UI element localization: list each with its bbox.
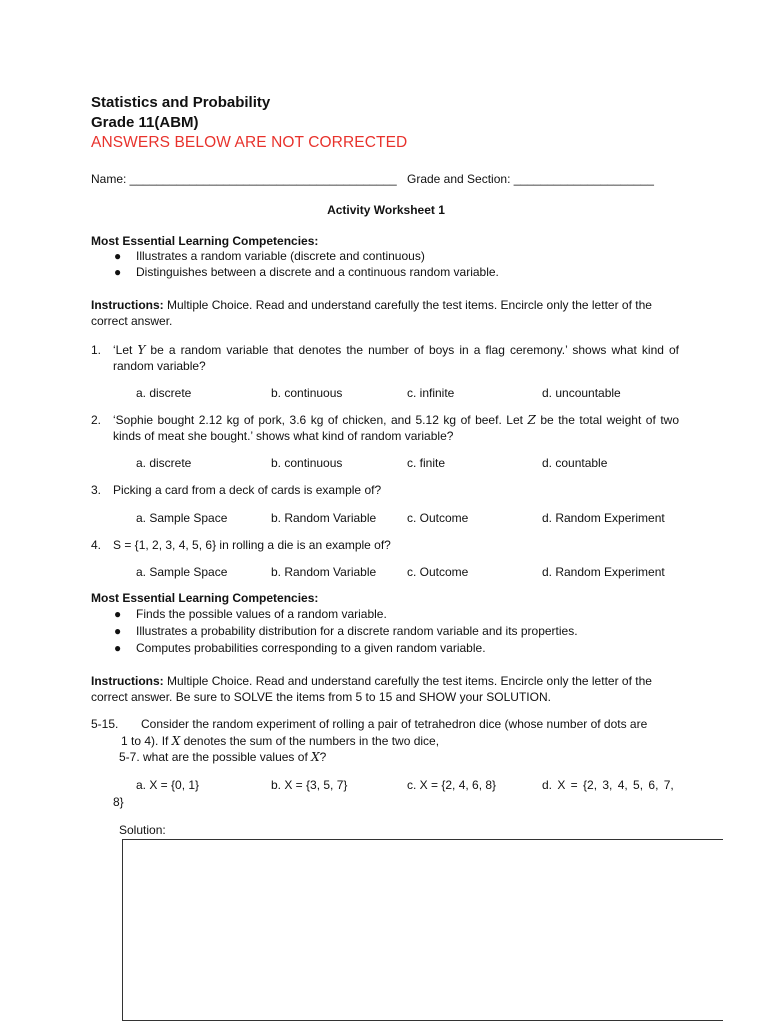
instructions-text: Multiple Choice. Read and understand carefully the test items. Encircle only the letter of the correct answer. [91, 298, 652, 328]
option-a[interactable]: a. Sample Space [136, 511, 228, 525]
not-corrected-notice: ANSWERS BELOW ARE NOT CORRECTED [91, 134, 408, 151]
option-a[interactable]: a. discrete [136, 386, 192, 400]
competencies-list-2 [91, 606, 681, 656]
option-c[interactable]: c. Outcome [407, 511, 469, 525]
question-text-line: Consider the random experiment of rolling a pair of tetrahedron dice (whose number of dots are [141, 717, 648, 731]
question-text-part: 1 to 4). If [121, 734, 172, 748]
option-b[interactable]: b. Random Variable [271, 565, 377, 579]
question-text-part: denotes the sum of the numbers in the two dice, [180, 734, 440, 748]
question-text-part: ‘Sophie bought 2.12 kg of pork, 3.6 kg of chicken, and 5.12 kg of beef. Let [113, 413, 528, 427]
bullet-icon: ● [114, 265, 122, 279]
option-c[interactable]: c. infinite [407, 386, 455, 400]
question-text-part: ‘Let [113, 343, 138, 357]
question-number: 1. [91, 343, 102, 357]
instructions-2 [91, 673, 681, 705]
question-text [113, 342, 679, 374]
option-b[interactable]: b. continuous [271, 456, 343, 470]
name-field-label: Name: ________________________________________ [91, 172, 397, 186]
subject-title: Statistics and Probability [91, 94, 271, 111]
competencies-list-1 [91, 248, 681, 282]
option-d[interactable]: d. uncountable [542, 386, 621, 400]
instructions-1 [91, 297, 681, 329]
grade-section-field-label: Grade and Section: _____________________ [407, 172, 654, 186]
variable-symbol: X [311, 750, 320, 764]
competencies-heading-2: Most Essential Learning Competencies: [91, 591, 319, 605]
option-a[interactable]: a. Sample Space [136, 565, 228, 579]
question-text-part: 5-7. what are the possible values of [119, 750, 312, 764]
question-2 [91, 412, 681, 482]
question-5-15 [91, 716, 681, 826]
variable-symbol: Z [527, 413, 536, 427]
competency-item: Distinguishes between a discrete and a continuous random variable. [136, 265, 499, 279]
variable-symbol: Y [137, 343, 146, 357]
competency-item: Computes probabilities corresponding to a given random variable. [136, 641, 486, 655]
bullet-icon: ● [114, 249, 122, 263]
competency-item: Finds the possible values of a random variable. [136, 607, 387, 621]
question-1 [91, 342, 681, 412]
option-c[interactable]: c. finite [407, 456, 446, 470]
option-b[interactable]: b. Random Variable [271, 511, 377, 525]
question-number: 4. [91, 538, 102, 552]
instructions-label: Instructions: [91, 674, 164, 688]
instructions-text: Multiple Choice. Read and understand carefully the test items. Encircle only the letter of the correct answer. Be sure to SOLVE the items from 5 to 15 and SHOW your SOLUTION. [91, 674, 652, 704]
worksheet-title: Activity Worksheet 1 [327, 203, 445, 217]
option-a[interactable]: a. X = {0, 1} [136, 778, 200, 792]
question-3 [91, 482, 681, 526]
question-text-part: be the total weight of two kinds of meat she bought.’ shows what kind of random variable? [113, 413, 679, 443]
solution-label: Solution: [119, 823, 166, 837]
bullet-icon: ● [114, 641, 122, 655]
instructions-label: Instructions: [91, 298, 164, 312]
question-text-part: ? [319, 750, 327, 764]
question-4 [91, 537, 681, 581]
competencies-heading-1: Most Essential Learning Competencies: [91, 234, 319, 248]
grade-title: Grade 11(ABM) [91, 114, 199, 131]
option-c[interactable]: c. Outcome [407, 565, 469, 579]
question-text-line [121, 733, 439, 749]
option-d-continued: 8} [113, 795, 124, 809]
question-text-part: be a random variable that denotes the number of boys in a flag ceremony.’ shows what kind of random variable? [113, 343, 679, 373]
option-d[interactable]: d. X = {2, 3, 4, 5, 6, 7, [542, 778, 674, 792]
sub-question [119, 749, 326, 765]
option-d[interactable]: d. Random Experiment [542, 511, 665, 525]
bullet-icon: ● [114, 607, 122, 621]
option-b[interactable]: b. X = {3, 5, 7} [271, 778, 348, 792]
option-d[interactable]: d. Random Experiment [542, 565, 665, 579]
option-a[interactable]: a. discrete [136, 456, 192, 470]
option-c[interactable]: c. X = {2, 4, 6, 8} [407, 778, 497, 792]
solution-box[interactable] [122, 839, 723, 1021]
question-text: Picking a card from a deck of cards is example of? [113, 483, 382, 497]
option-b[interactable]: b. continuous [271, 386, 343, 400]
question-number: 2. [91, 413, 102, 427]
bullet-icon: ● [114, 624, 122, 638]
competency-item: Illustrates a random variable (discrete and continuous) [136, 249, 425, 263]
question-number: 5-15. [91, 717, 119, 731]
competency-item: Illustrates a probability distribution for a discrete random variable and its properties. [136, 624, 578, 638]
question-text: S = {1, 2, 3, 4, 5, 6} in rolling a die is an example of? [113, 538, 391, 552]
question-text [113, 412, 679, 444]
question-number: 3. [91, 483, 102, 497]
option-d[interactable]: d. countable [542, 456, 608, 470]
variable-symbol: X [171, 734, 181, 748]
